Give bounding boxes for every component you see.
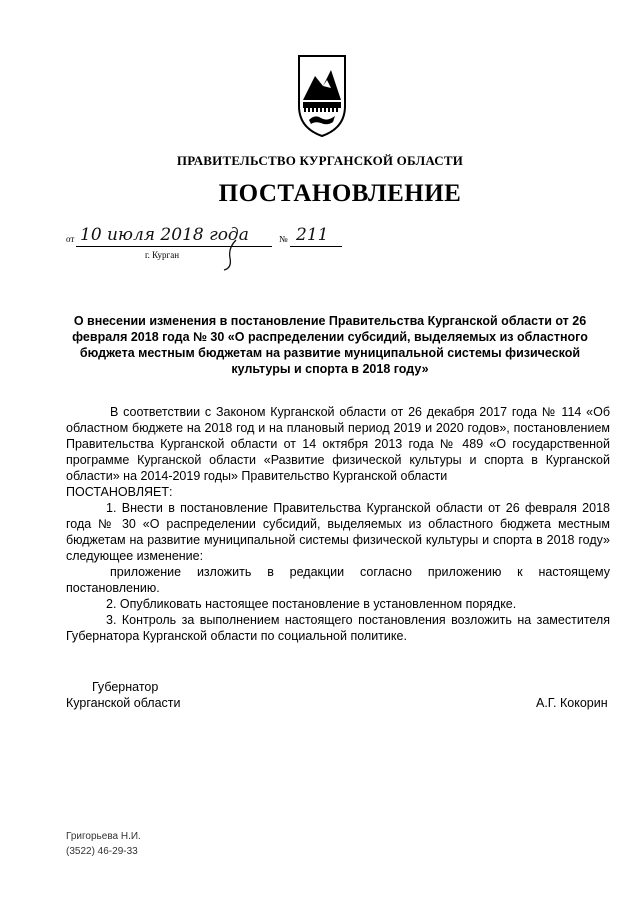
item-1-detail-text: приложение изложить в редакции согласно приложению к настоящему постановлению.: [66, 565, 610, 595]
date-prefix: от: [66, 234, 75, 244]
signer-name: А.Г. Кокорин: [536, 696, 608, 710]
number-handwritten: 211: [296, 225, 329, 245]
executor-phone: (3522) 46-29-33: [66, 846, 138, 857]
number-underline: [290, 246, 342, 247]
date-handwritten: 10 июля 2018 года: [80, 225, 249, 245]
organization-header: ПРАВИТЕЛЬСТВО КУРГАНСКОЙ ОБЛАСТИ: [176, 153, 464, 168]
resolution-title: О внесении изменения в постановление Правительства Курганской области от 26 февраля 2018 года № 30 «О распределении субсидий, выделяемых из областного бюджета местным бюджетам на развитие муниципальной системы физической культуры и спорта в 2018 году»: [72, 314, 588, 376]
signer-position-line1: Губернатор: [92, 680, 159, 694]
document-type-title: ПОСТАНОВЛЕНИЕ: [218, 180, 462, 207]
item-1-text: 1. Внести в постановление Правительства Курганской области от 26 февраля 2018 года № 30 «О распределении субсидий, выделяемых из областного бюджета местным бюджетам на развитие муниципальной системы физической культуры и спорта в 2018 году» следующее изменение:: [66, 501, 610, 563]
number-prefix: №: [279, 234, 288, 244]
resolves-text: ПОСТАНОВЛЯЕТ:: [66, 485, 173, 499]
item-2-text: 2. Опубликовать настоящее постановление в установленном порядке.: [106, 597, 517, 611]
item-3-text: 3. Контроль за выполнением настоящего постановления возложить на заместителя Губернатора Курганской области по социальной политике.: [66, 613, 610, 643]
handwriting-flourish-icon: [214, 238, 254, 272]
resolution-body: [66, 404, 610, 644]
city-label: г. Курган: [145, 250, 180, 260]
coat-of-arms-icon: [297, 54, 347, 138]
signer-position-line2: Курганской области: [66, 696, 181, 710]
executor-name: Григорьева Н.И.: [66, 831, 141, 842]
preamble-text: В соответствии с Законом Курганской области от 26 декабря 2017 года № 114 «Об областном бюджете на 2018 год и на плановый период 2019 и 2020 годов», постановлением Правительства Курганской области от 14 октября 2013 года № 489 «О государственной программе Курганской области «Развитие физической культуры и спорта в Курганской области» на 2014-2019 годы» Правительство Курганской области: [66, 405, 610, 483]
